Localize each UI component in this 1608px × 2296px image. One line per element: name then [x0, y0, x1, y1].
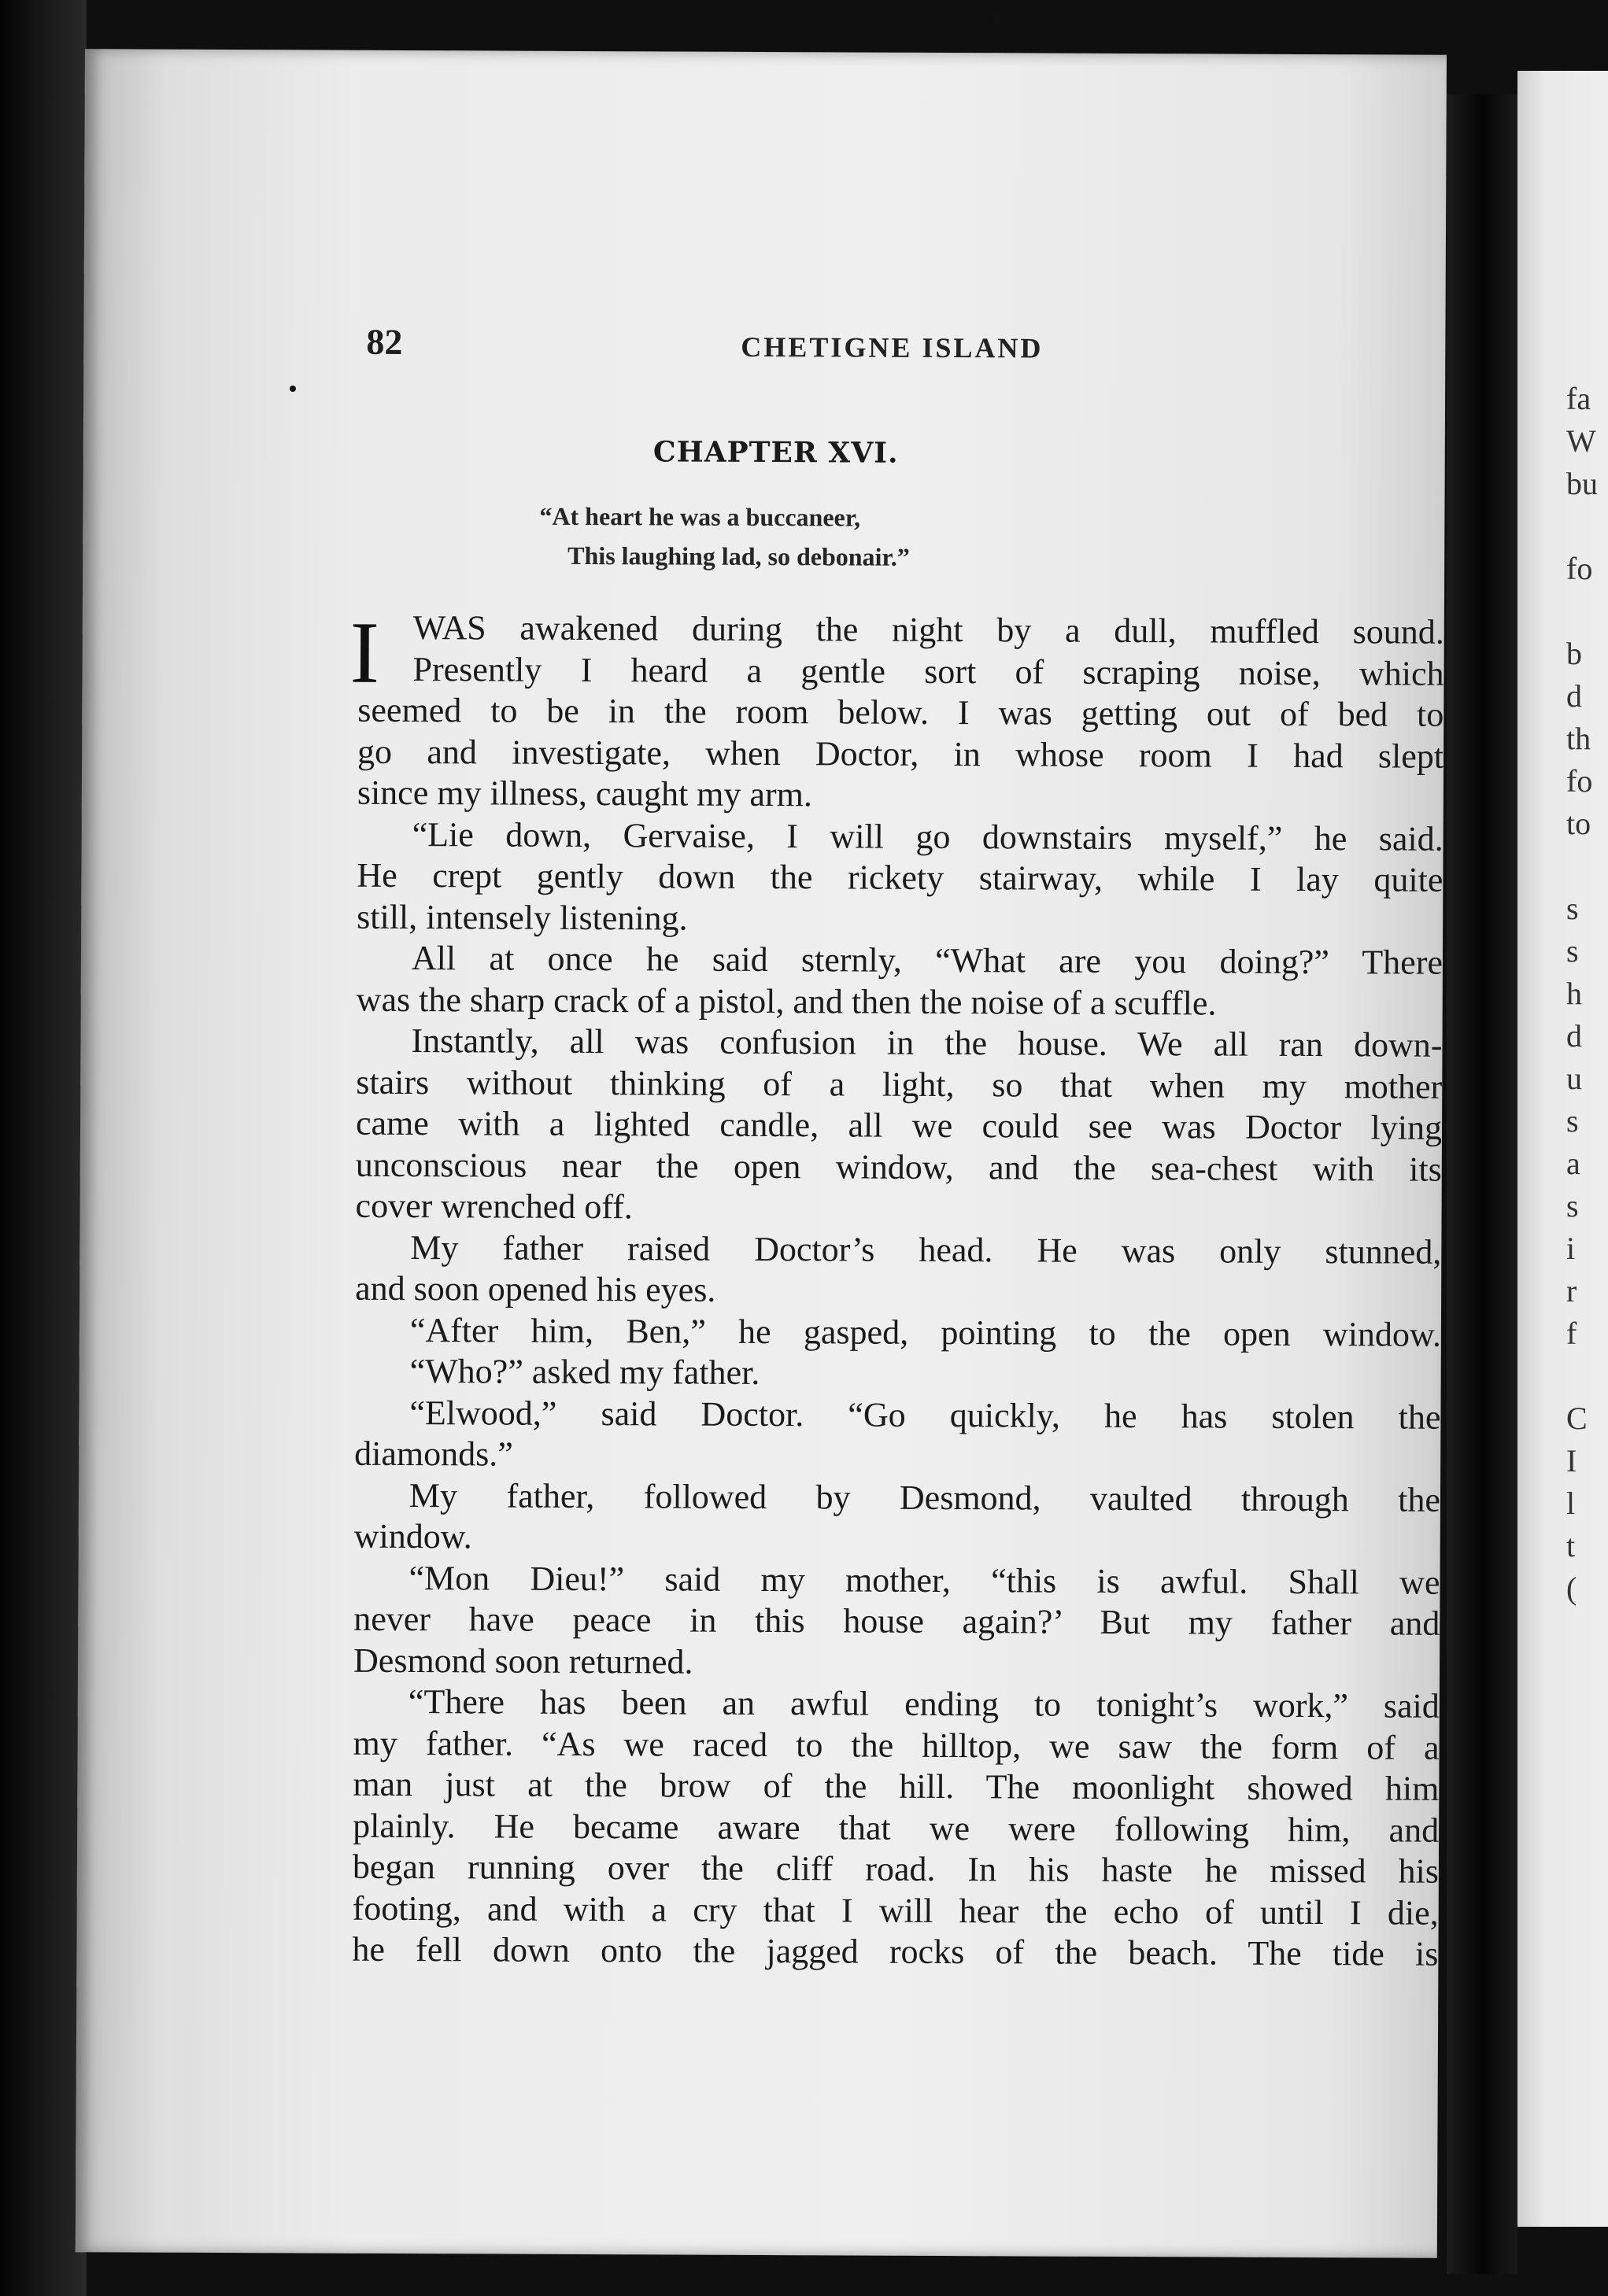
text-line: diamonds.” — [354, 1434, 513, 1474]
text-line: All at once he said sternly, “What are you doing?” There — [411, 939, 1444, 982]
text-line: “Who?” asked my father. — [409, 1352, 760, 1392]
text-line: my father. “As we raced to the hilltop, we saw the form of a — [353, 1723, 1440, 1767]
page-header — [83, 319, 1445, 365]
text-line: plainly. He became aware that we were following him, and — [353, 1806, 1440, 1850]
left-page-edge-shadow — [0, 0, 87, 2296]
book-page — [76, 49, 1447, 2258]
text-line: “Lie down, Gervaise, I will go downstairs myself,” he said. — [412, 814, 1444, 858]
chapter-title: CHAPTER XVI. — [652, 435, 899, 470]
drop-cap: I — [349, 604, 380, 702]
text-line: and soon opened his eyes. — [355, 1268, 716, 1309]
book-gutter — [1447, 94, 1517, 2274]
page-number: 82 — [366, 321, 403, 362]
text-line: seemed to be in the room below. I was getting out of bed to — [357, 690, 1444, 734]
text-line: still, intensely listening. — [357, 897, 688, 938]
text-line: “After him, Ben,” he gasped, pointing to the open window. — [409, 1310, 1442, 1354]
text-line: go and investigate, when Doctor, in whose room I had slept — [357, 732, 1444, 776]
text-line: unconscious near the open window, and the sea-chest with its — [355, 1145, 1442, 1189]
scan-speck — [290, 386, 296, 392]
epigraph-line-1: “At heart he was a buccaneer, — [539, 501, 861, 532]
text-line: came with a lighted candle, all we could see was Doctor lying — [355, 1103, 1443, 1147]
text-line: Presently I heard a gentle sort of scraping noise, which — [412, 649, 1444, 693]
text-line: window. — [353, 1516, 472, 1556]
text-line: “There has been an awful ending to tonight’s work,” said — [408, 1682, 1440, 1726]
text-line: began running over the cliff road. In his haste he missed his — [352, 1847, 1440, 1891]
running-head: CHETIGNE ISLAND — [741, 330, 1044, 364]
text-line: Instantly, all was confusion in the house. We all ran down- — [411, 1021, 1443, 1065]
text-line: cover wrenched off. — [355, 1186, 633, 1227]
text-line: was the sharp crack of a pistol, and then the noise of a scuffle. — [356, 980, 1217, 1023]
text-line: WAS awakened during the night by a dull, muffled sound. — [412, 608, 1444, 652]
text-line: “Mon Dieu!” said my mother, “this is awful. Shall we — [408, 1558, 1440, 1602]
text-line: “Elwood,” said Doctor. “Go quickly, he has stolen the — [409, 1393, 1441, 1437]
text-line: Desmond soon returned. — [353, 1641, 693, 1681]
text-line: He crept gently down the rickety stairway, while I lay quite — [357, 855, 1444, 899]
text-line: My father raised Doctor’s head. He was only stunned, — [410, 1227, 1442, 1272]
epigraph-line-2: This laughing lad, so debonair.” — [567, 541, 910, 571]
scan-speck — [993, 13, 1000, 27]
text-line: stairs without thinking of a light, so that when my mother — [356, 1062, 1443, 1106]
text-line: footing, and with a cry that I will hear the echo of until I die, — [352, 1888, 1439, 1932]
text-line: he fell down onto the jagged rocks of the beach. The tide is — [352, 1929, 1439, 1973]
text-line: since my illness, caught my arm. — [357, 773, 812, 814]
text-line: man just at the brow of the hill. The moonlight showed him — [353, 1764, 1440, 1808]
text-line: My father, followed by Desmond, vaulted through the — [408, 1475, 1441, 1519]
text-line: never have peace in this house again?’ But my father and — [353, 1599, 1440, 1643]
epigraph — [539, 496, 910, 577]
facing-page-text-fragment: fa W bu fo b d th fo to s s h d u s a s i r f C I l t ( — [1566, 381, 1598, 1606]
chapter-body-text — [349, 604, 1444, 1976]
